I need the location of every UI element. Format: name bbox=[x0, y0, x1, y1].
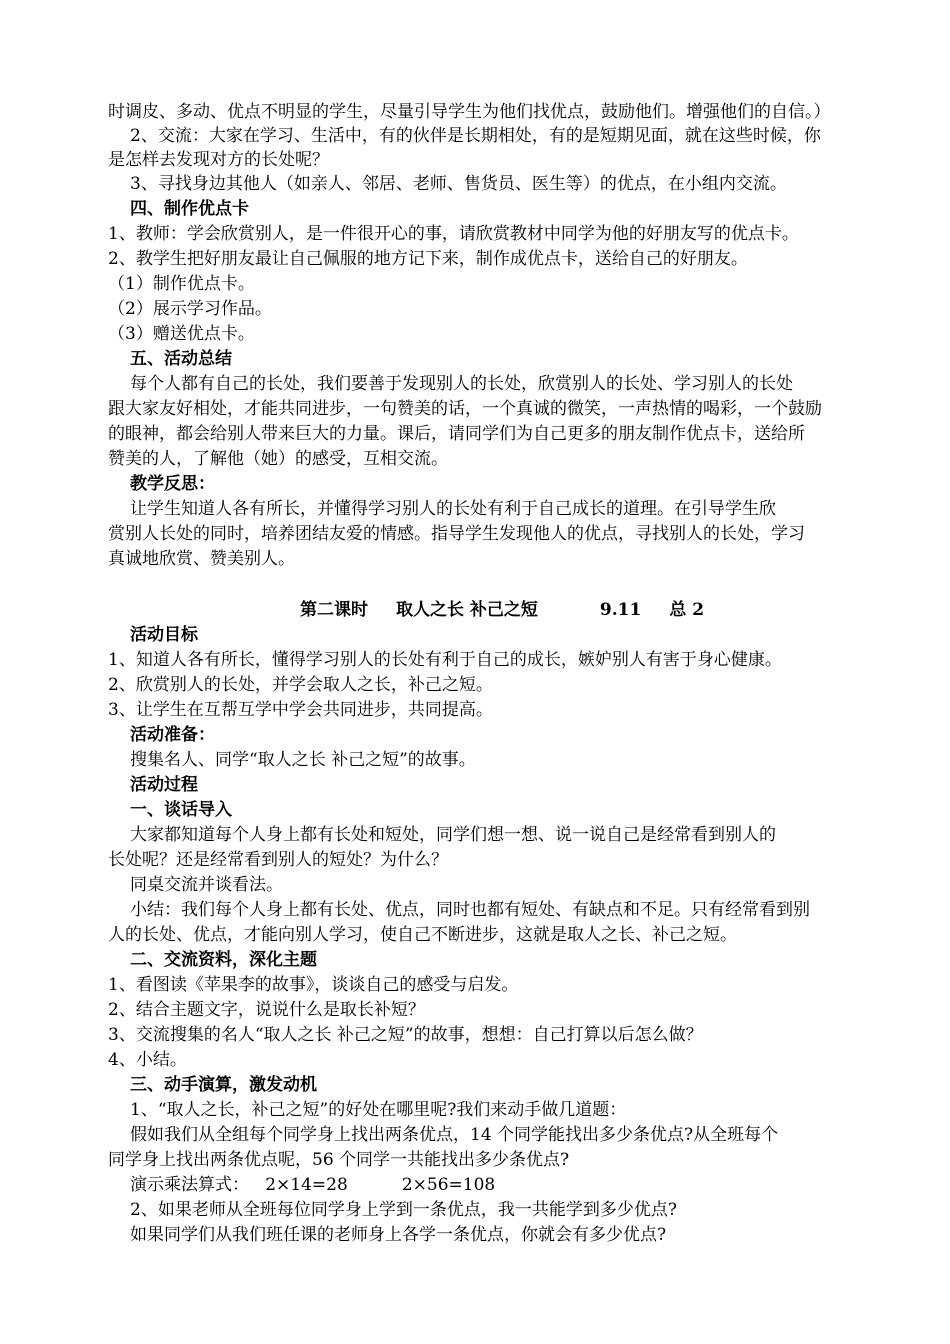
paragraph-line: 同桌交流并谈看法。 bbox=[130, 875, 283, 895]
paragraph-line: 长处呢？还是经常看到别人的短处？为什么？ bbox=[108, 850, 448, 870]
paragraph-line: 2、欣赏别人的长处，并学会取人之长，补己之短。 bbox=[108, 675, 493, 695]
lesson-period: 第二课时 bbox=[300, 600, 368, 620]
paragraph-line: 2、教学生把好朋友最让自己佩服的地方记下来，制作成优点卡，送给自己的好朋友。 bbox=[108, 249, 748, 269]
paragraph-line: 赞美的人，了解他（她）的感受，互相交流。 bbox=[108, 449, 448, 469]
paragraph-line: 2、如果老师从全班每位同学身上学到一条优点，我一共能学到多少优点? bbox=[130, 1200, 677, 1220]
paragraph-line: 假如我们从全组每个同学身上找出两条优点，14 个同学能找出多少条优点?从全班每个 bbox=[130, 1125, 779, 1145]
paragraph-line: 4、小结。 bbox=[108, 1050, 187, 1070]
paragraph-line: 1、看图读《苹果李的故事》，谈谈自己的感受与启发。 bbox=[108, 975, 519, 995]
section-heading: 五、活动总结 bbox=[130, 349, 232, 369]
paragraph-line: 是怎样去发现对方的长处呢？ bbox=[108, 150, 329, 170]
section-heading: 一、谈话导入 bbox=[130, 800, 232, 820]
lesson-total: 总 2 bbox=[669, 600, 705, 620]
section-heading: 二、交流资料，深化主题 bbox=[130, 950, 317, 970]
list-item: （3）赠送优点卡。 bbox=[108, 324, 255, 344]
lesson-title bbox=[300, 598, 820, 622]
paragraph-line: 1、“取人之长，补己之短”的好处在哪里呢?我们来动手做几道题： bbox=[130, 1100, 627, 1120]
paragraph-line: 3、交流搜集的名人“取人之长 补己之短”的故事，想想：自己打算以后怎么做？ bbox=[108, 1025, 703, 1045]
paragraph-line: 小结：我们每个人身上都有长处、优点，同时也都有短处、有缺点和不足。只有经常看到别 bbox=[130, 900, 810, 920]
paragraph-line: 大家都知道每个人身上都有长处和短处，同学们想一想、说一说自己是经常看到别人的 bbox=[130, 825, 776, 845]
paragraph-line: 3、让学生在互帮互学中学会共同进步，共同提高。 bbox=[108, 700, 493, 720]
paragraph-line: 跟大家友好相处，才能共同进步，一句赞美的话，一个真诚的微笑，一声热情的喝彩，一个鼓励 bbox=[108, 399, 822, 419]
lesson-date: 9.11 bbox=[599, 600, 642, 620]
formula-line: 演示乘法算式： 2×14=28 2×56=108 bbox=[130, 1175, 496, 1195]
paragraph-line: 2、结合主题文字，说说什么是取长补短？ bbox=[108, 1000, 425, 1020]
section-heading: 三、动手演算，激发动机 bbox=[130, 1075, 317, 1095]
paragraph-line: 同学身上找出两条优点呢，56 个同学一共能找出多少条优点? bbox=[108, 1150, 570, 1170]
list-item: （1）制作优点卡。 bbox=[108, 274, 255, 294]
section-heading: 教学反思： bbox=[130, 474, 215, 494]
paragraph-line: 3、寻找身边其他人（如亲人、邻居、老师、售货员、医生等）的优点，在小组内交流。 bbox=[130, 174, 787, 194]
paragraph-line: 真诚地欣赏、赞美别人。 bbox=[108, 549, 295, 569]
paragraph-line: 如果同学们从我们班任课的老师身上各学一条优点，你就会有多少优点? bbox=[130, 1225, 667, 1245]
paragraph-line: 让学生知道人各有所长，并懂得学习别人的长处有利于自己成长的道理。在引导学生欣 bbox=[130, 499, 776, 519]
paragraph-line: 1、知道人各有所长，懂得学习别人的长处有利于自己的成长，嫉妒别人有害于身心健康。 bbox=[108, 650, 782, 670]
section-heading: 活动准备： bbox=[130, 725, 215, 745]
paragraph-line: 每个人都有自己的长处，我们要善于发现别人的长处，欣赏别人的长处、学习别人的长处 bbox=[130, 374, 793, 394]
section-heading: 四、制作优点卡 bbox=[130, 199, 249, 219]
paragraph-line: 2、交流：大家在学习、生活中，有的伙伴是长期相处，有的是短期见面，就在这些时候，你 bbox=[130, 126, 821, 146]
lesson-topic: 取人之长 补己之短 bbox=[396, 600, 538, 620]
paragraph-line: 1、教师：学会欣赏别人，是一件很开心的事，请欣赏教材中同学为他的好朋友写的优点卡。 bbox=[108, 224, 799, 244]
section-heading: 活动过程 bbox=[130, 775, 198, 795]
paragraph-line: 的眼神，都会给别人带来巨大的力量。课后，请同学们为自己更多的朋友制作优点卡，送给所 bbox=[108, 424, 805, 444]
paragraph-line: 赏别人长处的同时，培养团结友爱的情感。指导学生发现他人的优点，寻找别人的长处，学习 bbox=[108, 524, 805, 544]
paragraph-line: 时调皮、多动、优点不明显的学生，尽量引导学生为他们找优点，鼓励他们。增强他们的自信。） bbox=[108, 102, 831, 122]
list-item: （2）展示学习作品。 bbox=[108, 299, 272, 319]
paragraph-line: 人的长处、优点，才能向别人学习，使自己不断进步，这就是取人之长、补己之短。 bbox=[108, 925, 737, 945]
paragraph-line: 搜集名人、同学“取人之长 补己之短”的故事。 bbox=[130, 750, 476, 770]
section-heading: 活动目标 bbox=[130, 625, 198, 645]
